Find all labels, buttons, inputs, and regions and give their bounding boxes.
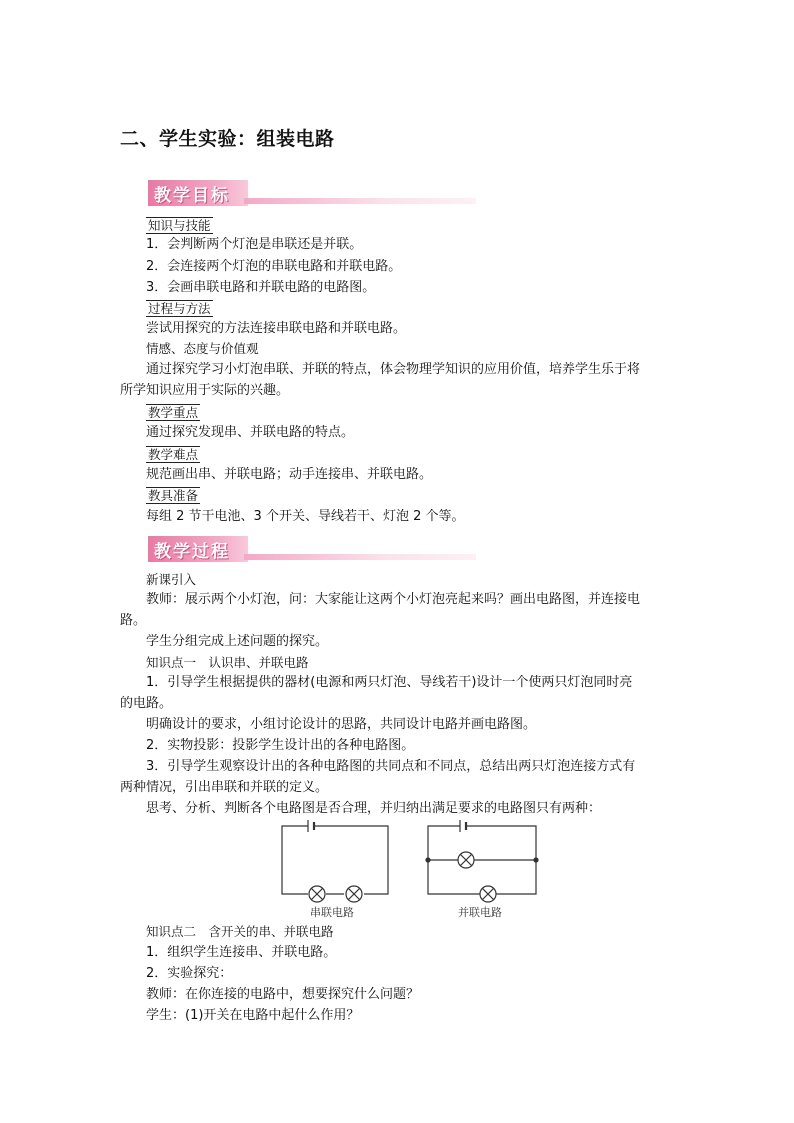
key-points-text: 通过探究发现串、并联电路的特点。 xyxy=(146,425,355,440)
point2-heading: 知识点二 含开关的串、并联电路 xyxy=(146,924,334,939)
subheading-knowledge: 知识与技能 xyxy=(148,218,211,233)
knowledge-item-3: 3．会画串联电路和并联电路的电路图。 xyxy=(146,280,376,295)
difficulty-text: 规范画出串、并联电路；动手连接串、并联电路。 xyxy=(146,467,433,482)
point1-line-7: 思考、分析、判断各个电路图是否合理，并归纳出满足要求的电路图只有两种： xyxy=(146,801,602,816)
intro-line-3: 学生分组完成上述问题的探究。 xyxy=(146,634,329,649)
junction-dot xyxy=(534,858,538,862)
subheading-attitude: 情感、态度与价值观 xyxy=(146,341,259,356)
section-banner-process xyxy=(148,536,476,562)
banner-label: 教学过程 xyxy=(154,542,230,562)
circuit-diagrams xyxy=(270,818,560,924)
subheading-key-points: 教学重点 xyxy=(148,405,199,420)
attitude-text-2: 所学知识应用于实际的兴趣。 xyxy=(120,383,290,398)
banner-tail xyxy=(244,554,476,560)
subheading-process: 过程与方法 xyxy=(148,301,211,316)
subheading-difficulty: 教学难点 xyxy=(148,447,199,462)
point1-line-2: 的电路。 xyxy=(120,696,173,711)
junction-dot xyxy=(426,858,430,862)
point1-line-1: 1．引导学生根据提供的器材(电源和两只灯泡、导线若干)设计一个使两只灯泡同时亮 xyxy=(146,675,633,690)
lamp-icon xyxy=(458,852,474,868)
banner-label: 教学目标 xyxy=(154,186,230,206)
page-title: 二、学生实验：组装电路 xyxy=(120,128,335,150)
point1-line-3: 明确设计的要求，小组讨论设计的思路，共同设计电路并画电路图。 xyxy=(146,717,537,732)
point2-line-3: 教师：在你连接的电路中，想要探究什么问题？ xyxy=(146,987,420,1002)
series-circuit-label: 串联电路 xyxy=(310,906,354,919)
point2-line-1: 1．组织学生连接串、并联电路。 xyxy=(146,945,337,960)
lamp-icon xyxy=(309,886,325,902)
point1-line-5: 3．引导学生观察设计出的各种电路图的共同点和不同点，总结出两只灯泡连接方式有 xyxy=(146,759,636,774)
section-banner-objectives xyxy=(148,180,476,206)
series-circuit xyxy=(282,820,388,902)
equipment-text: 每组 2 节干电池、3 个开关、导线若干、灯泡 2 个等。 xyxy=(146,509,465,524)
parallel-circuit xyxy=(426,820,538,902)
attitude-text-1: 通过探究学习小灯泡串联、并联的特点，体会物理学知识的应用价值，培养学生乐于将 xyxy=(146,362,641,377)
intro-line-2: 路。 xyxy=(120,613,147,628)
point2-line-4: 学生：(1)开关在电路中起什么作用？ xyxy=(146,1008,360,1023)
series-wire xyxy=(282,826,308,894)
knowledge-item-2: 2．会连接两个灯泡的串联电路和并联电路。 xyxy=(146,259,402,274)
point2-line-2: 2．实验探究： xyxy=(146,966,233,981)
lamp-icon xyxy=(480,886,496,902)
point1-line-4: 2．实物投影：投影学生设计出的各种电路图。 xyxy=(146,738,415,753)
parallel-circuit-label: 并联电路 xyxy=(458,906,502,919)
lamp-icon xyxy=(346,886,362,902)
point1-heading: 知识点一 认识串、并联电路 xyxy=(146,655,309,670)
process-text: 尝试用探究的方法连接串联电路和并联电路。 xyxy=(146,321,407,336)
intro-heading: 新课引入 xyxy=(146,572,197,587)
subheading-equipment: 教具准备 xyxy=(148,488,199,503)
series-wire xyxy=(314,826,388,894)
point1-line-6: 两种情况，引出串联和并联的定义。 xyxy=(120,780,329,795)
intro-line-1: 教师：展示两个小灯泡，问：大家能让这两个小灯泡亮起来吗？画出电路图，并连接电 xyxy=(146,592,641,607)
knowledge-item-1: 1．会判断两个灯泡是串联还是并联。 xyxy=(146,237,363,252)
banner-tail xyxy=(244,198,476,204)
